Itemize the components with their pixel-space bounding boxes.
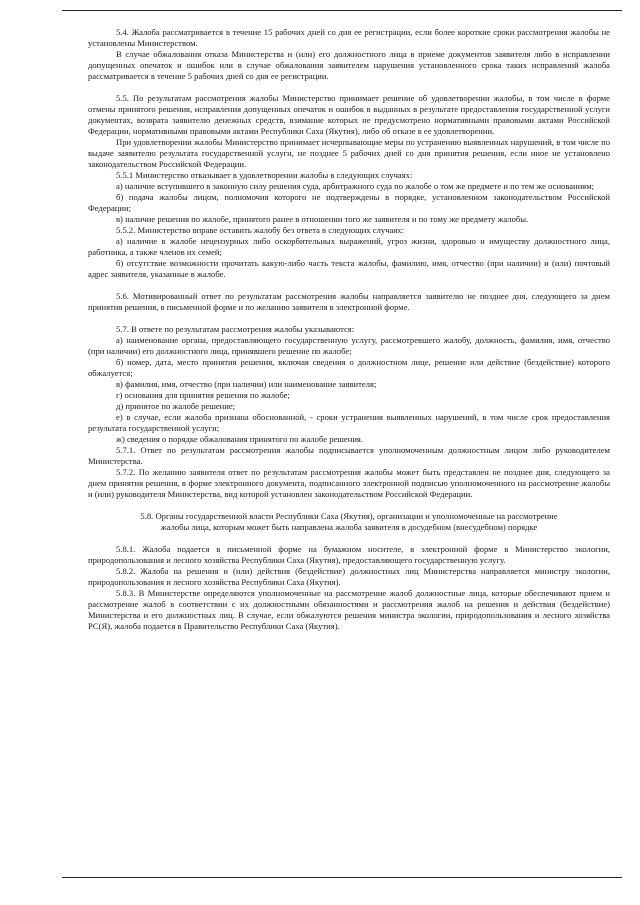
- list-item-5-7-e: е) в случае, если жалоба признана обоснованной, - сроки устранения выявленных нарушений, в том числе срок предоставления результата государственной услуги;: [88, 412, 610, 433]
- paragraph-5-7-1: 5.7.1. Ответ по результатам рассмотрения жалобы подписывается уполномоченным должностным лицом либо руководителем Министерства.: [88, 445, 610, 466]
- list-item-5-7-d: д) принятое по жалобе решение;: [116, 401, 236, 411]
- paragraph-5-4: 5.4. Жалоба рассматривается в течение 15 рабочих дней со дня ее регистрации, если более короткие сроки рассмотрения жалобы не установлены Министерством.: [88, 27, 610, 48]
- list-item-5-5-1-b: б) подача жалобы лицом, полномочия которого не подтверждены в порядке, установленном законодательством Российской Федерации;: [88, 192, 610, 213]
- paragraph-5-8-1: 5.8.1. Жалоба подается в письменной форме на бумажном носителе, в электронной форме в Министерство экологии, природопользования и лесного хозяйства Республики Саха (Якутия), предоставляющего государственную услугу.: [88, 544, 610, 565]
- section-heading-5-8: 5.8. Органы государственной власти Республики Саха (Якутия), организации и уполномоченные на рассмотрение жалобы лица, которым может быть направлена жалоба заявителя в досудебном (внесудебном) порядке: [140, 511, 558, 532]
- paragraph-5-5-measures: При удовлетворении жалобы Министерство принимает исчерпывающие меры по устранению выявленных нарушений, в том числе по выдаче заявителю результата государственной услуги, не позднее 5 рабочих дней со дня принятия решения, если иное не установлено законодательством Российской Федерации.: [88, 137, 610, 169]
- document-body: [88, 27, 610, 632]
- list-item-5-5-2-a: а) наличие в жалобе нецензурных либо оскорбительных выражений, угроз жизни, здоровью и имуществу должностного лица, работника, а также членов их семей;: [88, 236, 610, 257]
- paragraph-5-6: 5.6. Мотивированный ответ по результатам рассмотрения жалобы направляется заявителю не позднее дня, следующего за днем принятия решения, в письменной форме и по желанию заявителя в электронной форме.: [88, 291, 610, 312]
- paragraph-5-8-3: 5.8.3. В Министерстве определяются уполномоченные на рассмотрение жалоб должностные лица, которые обеспечивают прием и рассмотрение жалоб в соответствии с их должностными обязанностями и рассмотрения жалоб на решения и действия (бездействие) Министерства и его должностных лиц. В случае, если обжалуются решения министра экологии, природопользования и лесного хозяйства РС(Я), жалоба подается в Правительство Республики Саха (Якутия).: [88, 588, 610, 631]
- list-item-5-7-g: г) основания для принятия решения по жалобе;: [116, 390, 290, 400]
- paragraph-5-4-appeal: В случае обжалования отказа Министерства и (или) его должностного лица в приеме документов заявителя либо в исправлении допущенных опечаток и ошибок или в случае обжалования заявителем нарушения установленного срока таких исправлений жалоба рассматривается в течение 5 рабочих дней со дня ее регистрации.: [88, 49, 610, 81]
- paragraph-5-8-2: 5.8.2. Жалоба на решения и (или) действия (бездействие) должностных лиц Министерства направляется министру экологии, природопользования и лесного хозяйства Республики Саха (Якутия).: [88, 566, 610, 587]
- list-item-5-7-v: в) фамилия, имя, отчество (при наличии) или наименование заявителя;: [116, 379, 377, 389]
- list-item-5-7-zh: ж) сведения о порядке обжалования принятого по жалобе решения.: [116, 434, 364, 444]
- list-item-5-5-1-a: а) наличие вступившего в законную силу решения суда, арбитражного суда по жалобе о том же предмете и по тем же основаниям;: [116, 181, 595, 191]
- paragraph-5-7: 5.7. В ответе по результатам рассмотрения жалобы указываются:: [116, 324, 355, 334]
- paragraph-5-5-1: 5.5.1 Министерство отказывает в удовлетворении жалобы в следующих случаях:: [116, 170, 413, 180]
- bottom-divider: [62, 877, 622, 878]
- paragraph-5-7-2: 5.7.2. По желанию заявителя ответ по результатам рассмотрения жалобы может быть представлен не позднее дня, следующего за днем принятия решения, в форме электронного документа, подписанного электронной подписью уполномоченного на рассмотрение жалобы и (или) руководителя Министерства, вид которой установлен законодательством Российской Федерации.: [88, 467, 610, 499]
- paragraph-5-5-2: 5.5.2. Министерство вправе оставить жалобу без ответа в следующих случаях:: [116, 225, 404, 235]
- list-item-5-7-a: а) наименование органа, предоставляющего государственную услугу, рассмотревшего жалобу, должность, фамилия, имя, отчество (при наличии) его должностного лица, принявшего решение по жалобе;: [88, 335, 610, 356]
- list-item-5-5-2-b: б) отсутствие возможности прочитать какую-либо часть текста жалобы, фамилию, имя, отчество (при наличии) и (или) почтовый адрес заявителя, указанные в жалобе.: [88, 258, 610, 279]
- list-item-5-5-1-v: в) наличие решения по жалобе, принятого ранее в отношении того же заявителя и по тому же предмету жалобы.: [116, 214, 529, 224]
- list-item-5-7-b: б) номер, дата, место принятия решения, включая сведения о должностном лице, решение или действие (бездействие) которого обжалуется;: [88, 357, 610, 378]
- paragraph-5-5: 5.5. По результатам рассмотрения жалобы Министерство принимает решение об удовлетворении жалобы, в том числе в форме отмены принятого решения, исправления допущенных опечаток и ошибок в выданных в результате предоставления государственной услуги документах, возврата заявителю денежных средств, взимание которых не предусмотрено нормативными правовыми актами Российской Федерации, нормативными правовыми актами Республики Саха (Якутия), либо об отказе в ее удовлетворении.: [88, 93, 610, 136]
- top-divider: [62, 10, 622, 11]
